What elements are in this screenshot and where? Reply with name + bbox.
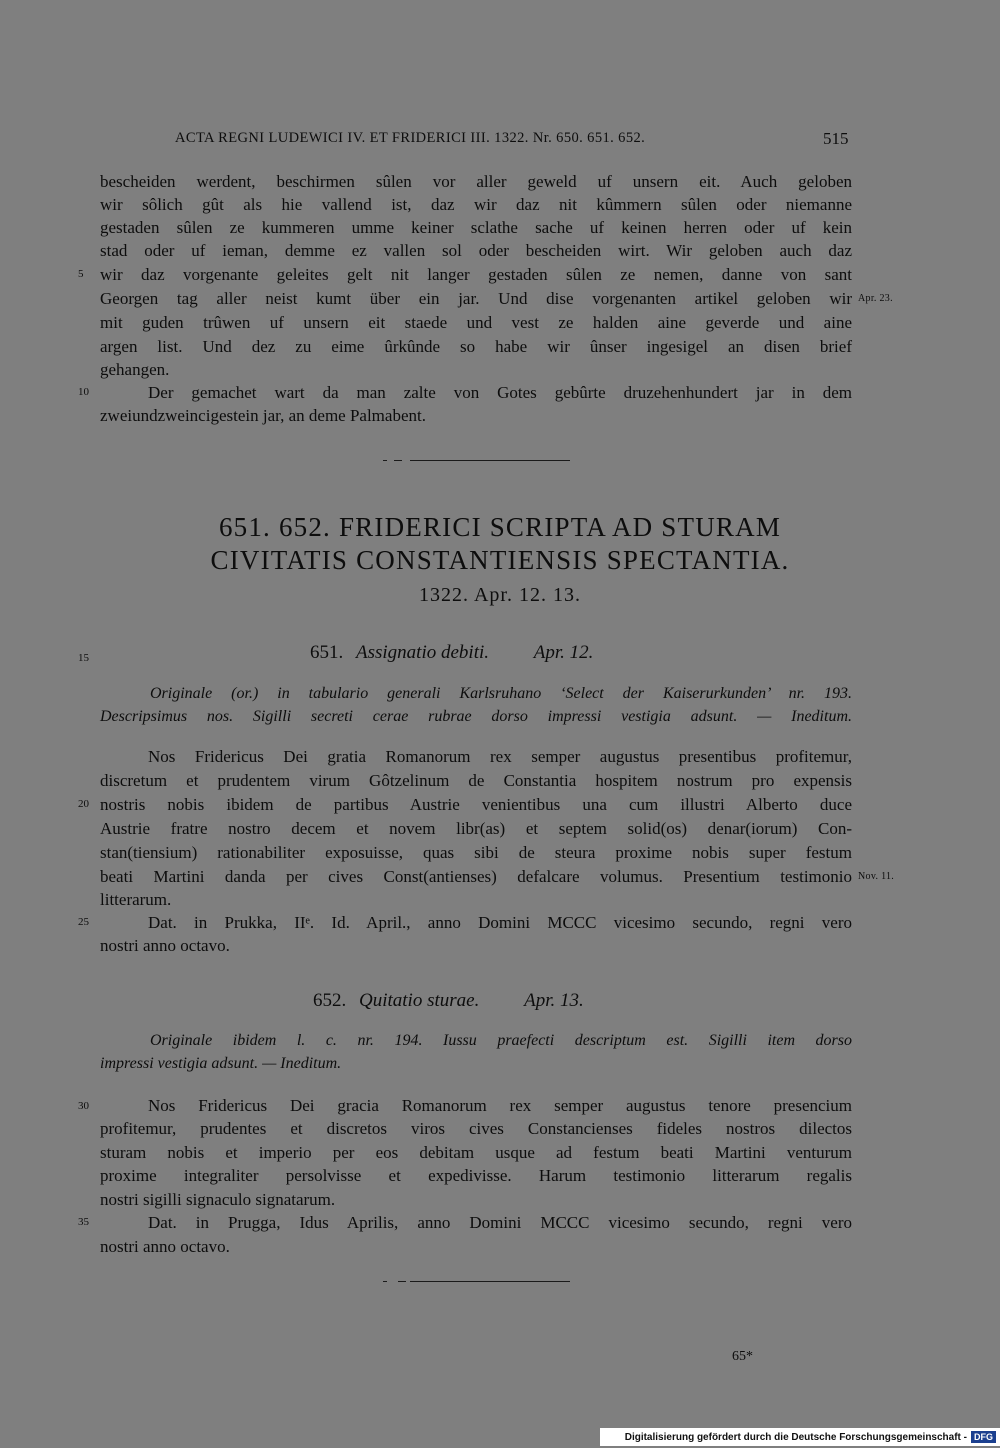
doc-number: 651. (310, 642, 344, 663)
line-number: 20 (78, 798, 89, 810)
doc-title: Assignatio debiti. (356, 642, 489, 663)
text-line: profitemur, prudentes et discretos viros cives Constancienses fideles nostros dilectos (100, 1119, 852, 1138)
source-note: Originale (or.) in tabulario generali Karlsruhano ‘Select der Kaiserurkunden’ nr. 193. (150, 685, 852, 702)
running-head: ACTA REGNI LUDEWICI IV. ET FRIDERICI III. 1322. Nr. 650. 651. 652. (175, 130, 646, 146)
doc-651-heading (310, 642, 593, 664)
line-number: 15 (78, 652, 89, 664)
text-line: bescheiden werdent, beschirmen sûlen vor aller geweld uf unsern eit. Auch geloben (100, 172, 852, 191)
margin-note: Nov. 11. (858, 871, 895, 882)
section-title-line-2: CIVITATIS CONSTANTIENSIS SPECTANTIA. (210, 545, 790, 575)
text-line: beati Martini danda per cives Const(antienses) defalcare volumus. Presentium testimonio (100, 867, 852, 886)
section-dates: 1322. Apr. 12. 13. (419, 584, 581, 606)
page-number: 515 (823, 129, 849, 148)
dfg-logo: DFG (971, 1431, 996, 1443)
text-line: mit guden trûwen uf unsern eit staede und vest ze halden aine geverde und aine (100, 313, 852, 332)
divider-dot (394, 460, 402, 461)
line-number: 30 (78, 1100, 89, 1112)
text-line: Der gemachet wart da man zalte von Gotes gebûrte druzehenhundert jar in dem (148, 383, 852, 402)
page-header (0, 130, 1000, 154)
line-number: 25 (78, 916, 89, 928)
doc-date: Apr. 12. (533, 642, 594, 663)
sheet-signature: 65* (732, 1349, 753, 1364)
text-line: nostri sigilli signaculo signatarum. (100, 1190, 336, 1209)
source-note: Descripsimus nos. Sigilli secreti cerae rubrae dorso impressi vestigia adsunt. — Ineditum. (100, 708, 852, 725)
doc-652-heading (313, 990, 584, 1012)
divider-dot (398, 1281, 406, 1282)
text-line: Austrie fratre nostro decem et novem libr(as) et septem solid(os) denar(iorum) Con- (100, 819, 852, 838)
divider (410, 1281, 570, 1282)
text-line: Dat. in Prugga, Idus Aprilis, anno Domini MCCC vicesimo secundo, regni vero (148, 1213, 852, 1232)
text-line: nostris nobis ibidem de partibus Austrie venientibus una cum illustri Alberto duce (100, 795, 852, 814)
text-line: Georgen tag aller neist kumt über ein jar. Und dise vorgenanten artikel geloben wir (100, 289, 852, 308)
text-line: gehangen. (100, 360, 170, 379)
text-line: nostri anno octavo. (100, 1237, 230, 1256)
doc-date: Apr. 13. (524, 990, 584, 1011)
divider-dot (383, 1281, 387, 1282)
text-line: discretum et prudentem virum Gôtzelinum de Constantia hospitem nostrum pro expensis (100, 771, 852, 790)
line-number: 10 (78, 386, 89, 398)
text-line: stad oder uf ieman, demme ez vallen sol oder bescheiden wirt. Wir geloben auch daz (100, 241, 852, 260)
text-line: stan(tiensium) rationabiliter exposuisse, quas sibi de steura proxime nobis super festum (100, 843, 852, 862)
margin-note: Apr. 23. (858, 293, 893, 304)
doc-title: Quitatio sturae. (359, 990, 480, 1011)
text-line: nostri anno octavo. (100, 936, 230, 955)
text-line: gestaden sûlen ze kummeren umme keiner sclathe sache uf keinen herren oder uf kein (100, 218, 852, 237)
text-line: Nos Fridericus Dei gracia Romanorum rex semper augustus tenore presencium (148, 1096, 852, 1115)
line-number: 5 (78, 268, 84, 280)
divider (410, 460, 570, 461)
funding-notice: Digitalisierung gefördert durch die Deutsche Forschungsgemeinschaft - (624, 1431, 967, 1443)
text-line: Nos Fridericus Dei gratia Romanorum rex semper augustus presentibus profitemur, (148, 747, 852, 766)
text-line: zweiundzweincigestein jar, an deme Palmabent. (100, 406, 426, 425)
source-note: Originale ibidem l. c. nr. 194. Iussu praefecti descriptum est. Sigilli item dorso (150, 1032, 852, 1049)
text-line: litterarum. (100, 890, 172, 909)
doc-number: 652. (313, 990, 347, 1011)
text-line: argen list. Und dez zu eime ûrkûnde so habe wir ûnser ingesigel an disen brief (100, 337, 852, 356)
source-note: impressi vestigia adsunt. — Ineditum. (100, 1055, 342, 1072)
text-line: sturam nobis et imperio per eos debitam usque ad festum beati Martini venturum (100, 1143, 852, 1162)
text-line: Dat. in Prukka, IIᵉ. Id. April., anno Domini MCCC vicesimo secundo, regni vero (148, 913, 852, 932)
text-line: proxime integraliter persolvisse et expedivisse. Harum testimonio litterarum regalis (100, 1166, 852, 1185)
funding-banner[interactable] (600, 1428, 1000, 1446)
line-number: 35 (78, 1216, 89, 1228)
section-title-line-1: 651. 652. FRIDERICI SCRIPTA AD STURAM (218, 512, 782, 542)
text-line: wir daz vorgenante geleites gelt nit langer gestaden sûlen ze nemen, danne von sant (100, 265, 852, 284)
divider-dot (383, 460, 387, 461)
text-line: wir sôlich gût als hie vallend ist, daz wir daz nit kûmmern sûlen oder niemanne (100, 195, 852, 214)
